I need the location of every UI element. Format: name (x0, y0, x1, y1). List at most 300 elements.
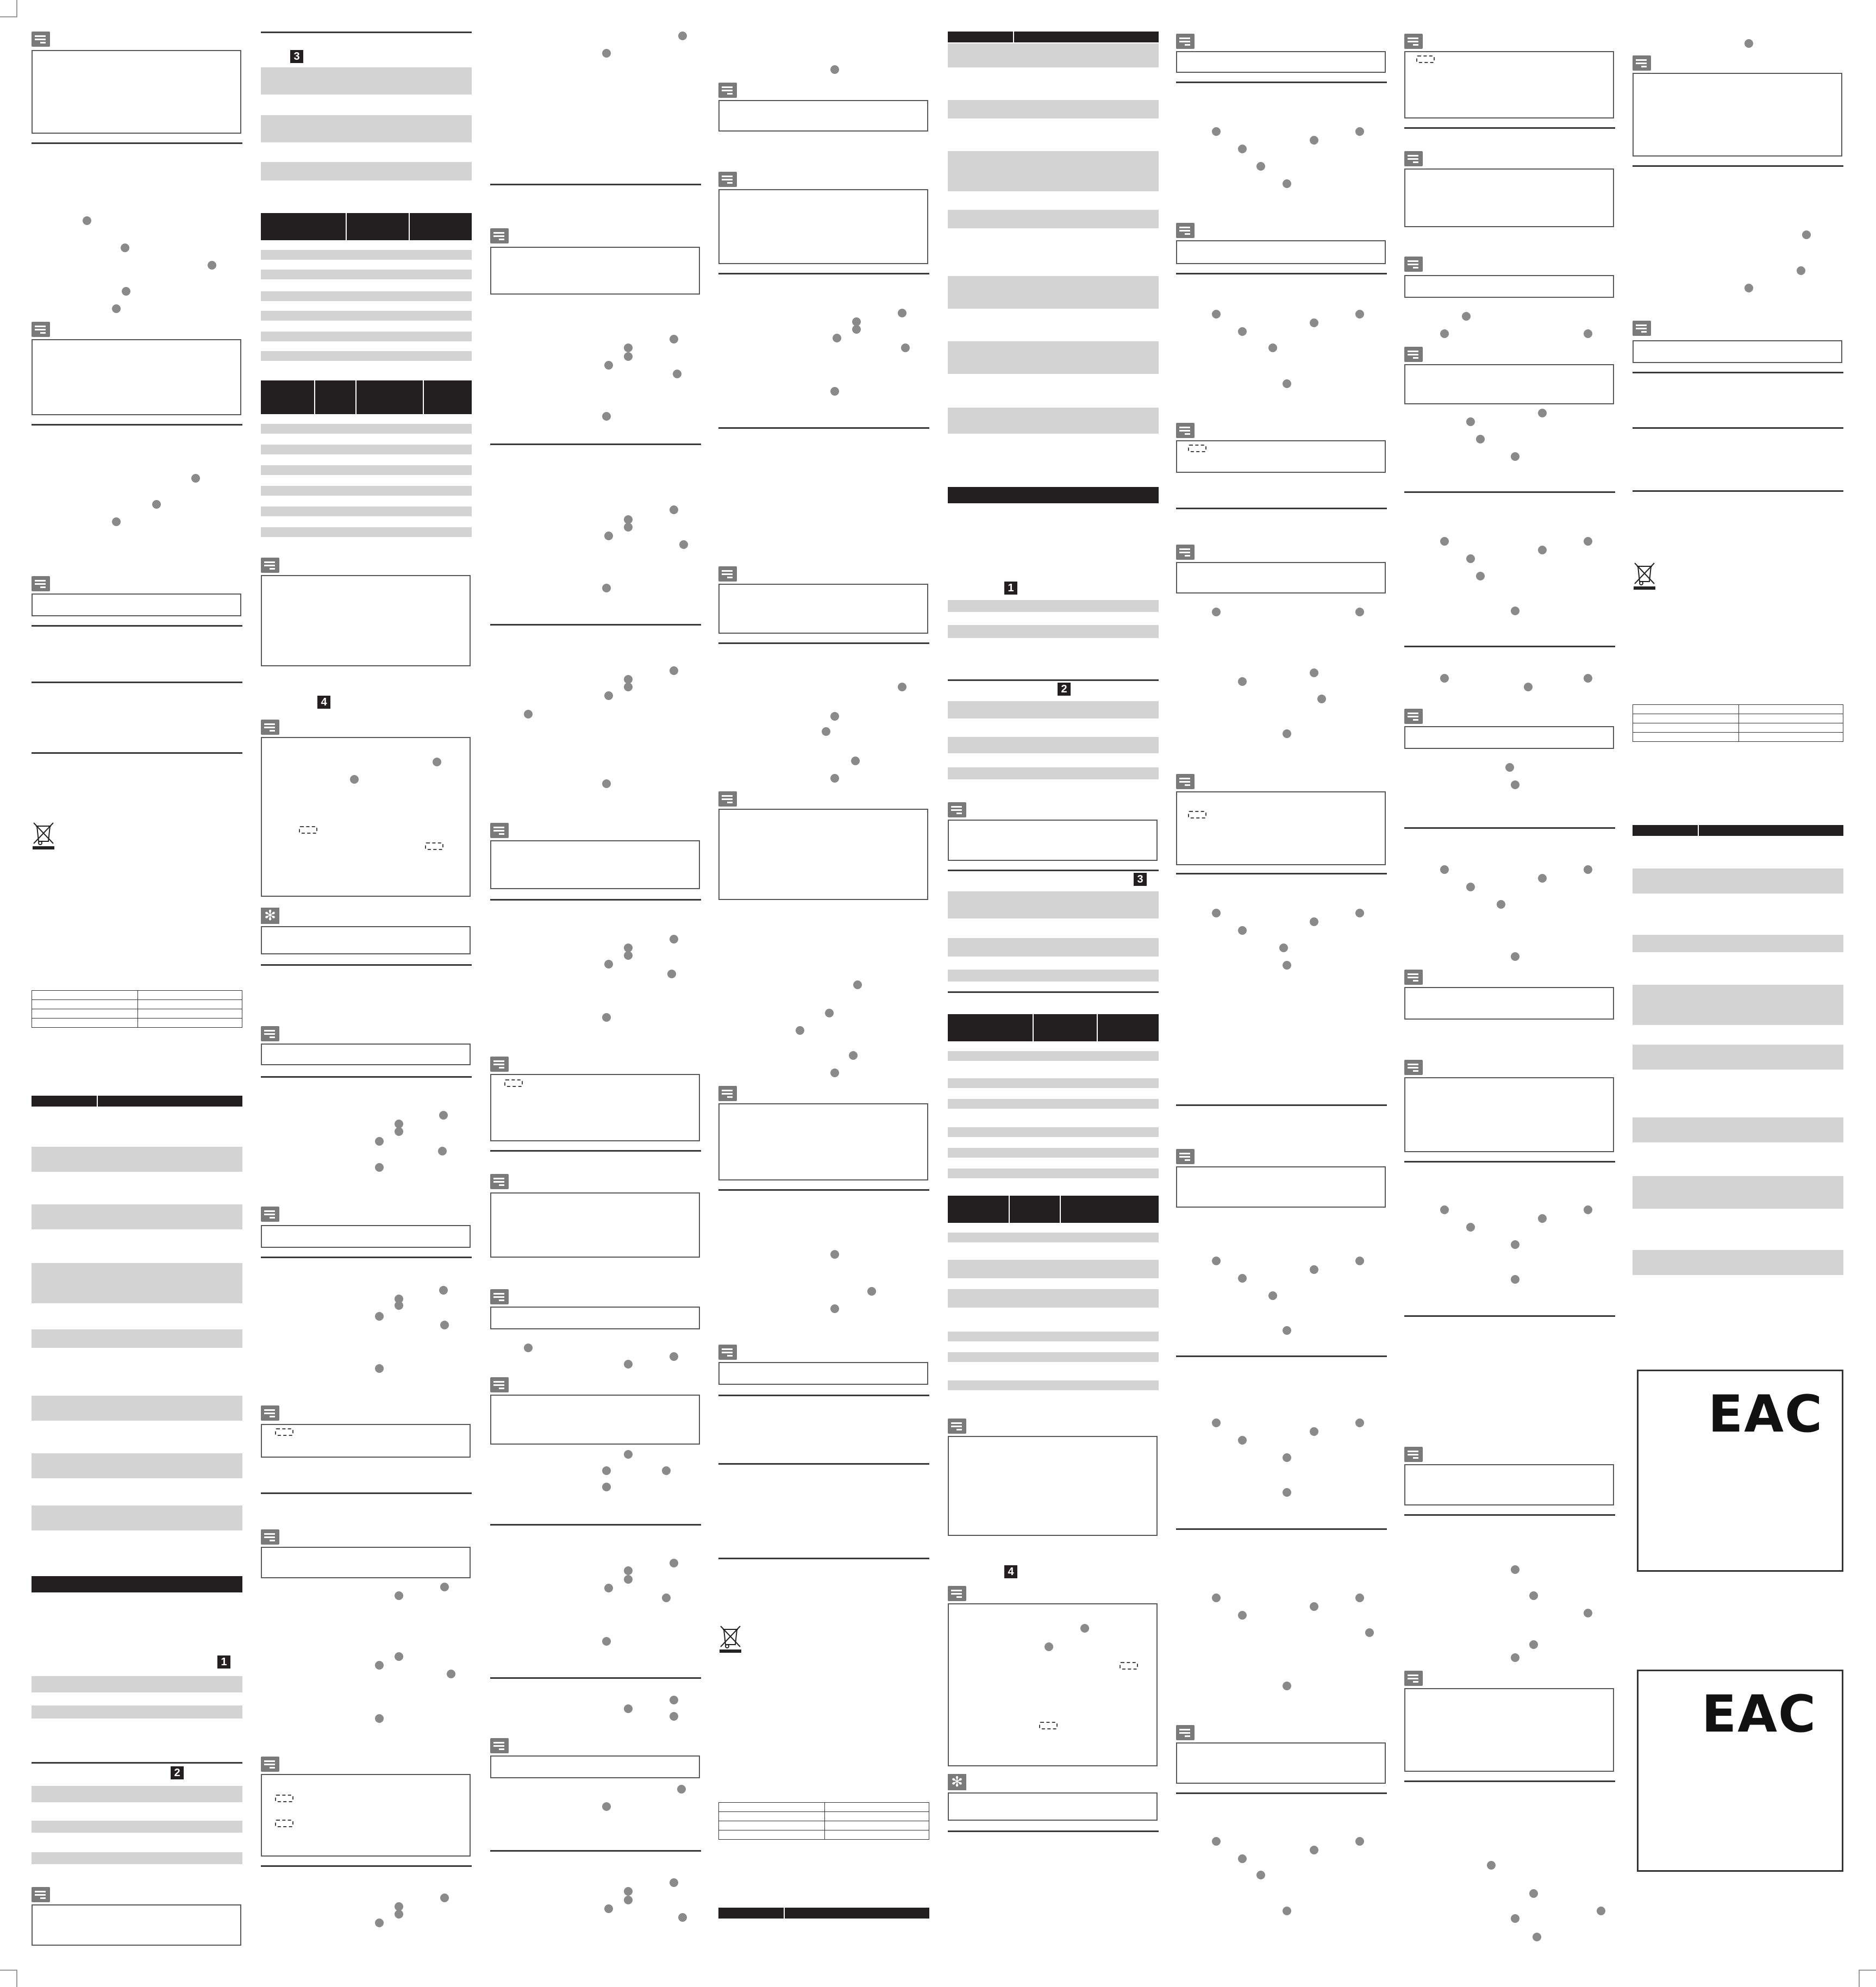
bullet-dot (602, 779, 611, 788)
bullet-dot (1212, 909, 1221, 917)
section-rule (948, 1830, 1159, 1832)
shaded-row (948, 1169, 1159, 1178)
shaded-row (261, 162, 472, 180)
bullet-dot (1538, 409, 1547, 417)
bullet-dot (1511, 607, 1519, 615)
bullet-dot (679, 540, 688, 549)
section-rule (718, 273, 929, 274)
note-icon (718, 1345, 737, 1360)
note-box (1404, 1077, 1614, 1152)
bullet-dot (1279, 943, 1288, 952)
section-rule (1404, 127, 1615, 129)
shaded-row (32, 1705, 242, 1719)
bullet-dot (867, 1287, 876, 1296)
bullet-dot (833, 334, 841, 342)
bullet-dot (830, 387, 839, 396)
bullet-dot (830, 65, 839, 74)
bullet-dot (1283, 379, 1291, 388)
note-icon (490, 1057, 509, 1072)
bullet-dot (1310, 668, 1318, 677)
bullet-dot (1511, 1914, 1519, 1923)
bullet-dot (670, 1878, 678, 1887)
bullet-dot (1476, 435, 1485, 443)
column-2 (261, 0, 472, 1987)
bullet-dot (898, 309, 906, 317)
note-icon (1176, 774, 1195, 789)
bullet-dot (604, 1904, 613, 1913)
bullet-dot (1355, 1419, 1364, 1427)
bullet-dot (1212, 1419, 1221, 1427)
bullet-dot (851, 757, 860, 765)
display-segment-icon (1188, 811, 1206, 818)
note-box (1404, 726, 1614, 749)
section-rule (718, 427, 929, 429)
note-box (261, 1044, 471, 1065)
note-icon (490, 228, 509, 243)
note-icon (490, 1174, 509, 1189)
note-box (1633, 73, 1842, 157)
section-header-bar (948, 487, 1159, 503)
shaded-row (948, 625, 1159, 638)
bullet-dot (624, 683, 633, 691)
shaded-row (948, 341, 1159, 374)
step-marker-4: 4 (1004, 1565, 1017, 1578)
section-rule (948, 870, 1159, 871)
note-icon (718, 791, 737, 807)
bullet-dot (1355, 1257, 1364, 1265)
note-icon (261, 1207, 279, 1222)
bullet-dot (1256, 1871, 1265, 1879)
shaded-row (32, 1263, 242, 1303)
bullet-dot (852, 325, 861, 334)
bullet-dot (1310, 318, 1318, 327)
bullet-dot (624, 1450, 633, 1459)
shaded-row (261, 67, 472, 95)
bullet-dot (395, 1910, 403, 1919)
section-rule (718, 1189, 929, 1191)
note-icon (1176, 1149, 1195, 1164)
note-icon (32, 1887, 50, 1902)
table-header-bar (261, 380, 472, 414)
snowflake-icon: ✻ (261, 908, 279, 924)
section-rule (261, 1492, 472, 1494)
table-header-bar (261, 213, 472, 240)
bullet-dot (602, 1483, 611, 1491)
shaded-row (1633, 868, 1843, 893)
bullet-dot (1310, 136, 1318, 145)
bullet-dot (853, 980, 862, 989)
note-icon (1404, 1447, 1423, 1462)
bullet-dot (447, 1670, 455, 1678)
bullet-dot (1511, 452, 1519, 461)
bullet-dot (624, 1566, 633, 1575)
shaded-row (948, 970, 1159, 982)
note-icon (1176, 34, 1195, 49)
shaded-row (948, 151, 1159, 191)
table-header-bar (948, 1014, 1159, 1041)
bullet-dot (678, 1913, 687, 1922)
section-rule (490, 1677, 701, 1679)
display-segment-icon (1416, 55, 1435, 63)
section-rule (490, 1524, 701, 1526)
section-rule (1176, 1528, 1387, 1530)
bullet-dot (1466, 883, 1475, 891)
shaded-row (948, 1099, 1159, 1109)
shaded-row (261, 465, 472, 475)
bullet-dot (1797, 266, 1805, 275)
note-box (261, 575, 471, 666)
bullet-dot (1317, 695, 1326, 703)
note-box (32, 339, 241, 415)
bullet-dot (624, 1360, 633, 1369)
bullet-dot (1355, 608, 1364, 616)
note-box (490, 1755, 700, 1778)
note-box (261, 1774, 471, 1857)
section-rule (261, 964, 472, 966)
display-segment-icon (1120, 1662, 1138, 1670)
bullet-dot (830, 774, 839, 783)
section-rule (1633, 165, 1843, 167)
bullet-dot (121, 243, 129, 252)
bullet-dot (375, 1661, 384, 1670)
bullet-dot (670, 335, 678, 343)
bullet-dot (1466, 1223, 1475, 1232)
display-segment-icon (425, 842, 443, 850)
bullet-dot (395, 1127, 403, 1136)
shaded-row (948, 276, 1159, 309)
shaded-row (261, 311, 472, 321)
table-header-bar (32, 1096, 242, 1107)
bullet-dot (524, 710, 533, 718)
shaded-row (32, 1453, 242, 1478)
bullet-dot (670, 666, 678, 675)
shaded-row (1633, 1045, 1843, 1070)
display-segment-icon (1188, 445, 1206, 452)
bullet-dot (1466, 554, 1475, 563)
section-rule (32, 752, 242, 754)
bullet-dot (677, 1785, 686, 1794)
note-box (718, 1103, 928, 1180)
note-icon (261, 558, 279, 573)
bullet-dot (624, 951, 633, 960)
note-icon (718, 566, 737, 582)
bullet-dot (1283, 179, 1291, 188)
bullet-dot (1440, 865, 1449, 874)
column-6 (1176, 0, 1387, 1987)
section-header-bar (32, 1576, 242, 1592)
shaded-row (948, 1332, 1159, 1341)
section-rule (1404, 1514, 1615, 1516)
bullet-dot (439, 1286, 448, 1295)
bullet-dot (375, 1364, 384, 1373)
section-rule (1176, 873, 1387, 874)
bullet-dot (822, 727, 830, 736)
shaded-row (32, 1147, 242, 1172)
bullet-dot (604, 691, 613, 700)
bullet-dot (1256, 162, 1265, 171)
bullet-dot (1487, 1861, 1496, 1870)
shaded-row (261, 270, 472, 279)
note-icon (1404, 1671, 1423, 1686)
bullet-dot (1355, 127, 1364, 136)
bullet-dot (662, 1466, 671, 1475)
section-rule (490, 1150, 701, 1152)
note-box (718, 584, 928, 634)
shaded-row (948, 1078, 1159, 1088)
bullet-dot (1045, 1642, 1053, 1651)
bullet-dot (830, 1250, 839, 1259)
bullet-dot (438, 1147, 447, 1155)
shaded-row (948, 1127, 1159, 1137)
bullet-dot (830, 1069, 839, 1077)
bullet-dot (440, 1894, 449, 1902)
bullet-dot (1212, 127, 1221, 136)
bullet-dot (1440, 537, 1449, 546)
section-rule (1176, 1792, 1387, 1794)
bullet-dot (375, 1714, 384, 1723)
bullet-dot (208, 261, 216, 270)
bullet-dot (678, 32, 687, 40)
section-rule (1633, 427, 1843, 429)
bullet-dot (1212, 1257, 1221, 1265)
note-box (1176, 240, 1386, 264)
step-marker-3: 3 (290, 50, 303, 63)
bullet-dot (670, 505, 678, 514)
note-box (32, 1904, 241, 1946)
bullet-dot (830, 712, 839, 721)
bullet-dot (1497, 900, 1505, 909)
shaded-row (32, 1329, 242, 1348)
shaded-row (32, 1821, 242, 1833)
bullet-dot (1511, 1275, 1519, 1284)
note-box (1633, 340, 1842, 363)
note-icon (1633, 55, 1651, 71)
shaded-row (948, 1380, 1159, 1390)
note-icon (1176, 223, 1195, 238)
bullet-dot (1538, 1214, 1547, 1223)
note-box (1176, 440, 1386, 473)
crop-mark-top-left (0, 0, 17, 17)
bullet-dot (350, 775, 359, 784)
note-box (490, 1192, 700, 1258)
note-icon (32, 576, 50, 591)
snowflake-icon: ✻ (948, 1774, 966, 1790)
bullet-dot (1238, 145, 1247, 153)
section-rule (261, 1865, 472, 1867)
bullet-dot (375, 1137, 384, 1146)
bullet-dot (1268, 1291, 1277, 1300)
bullet-dot (1511, 1653, 1519, 1662)
note-box (948, 1603, 1158, 1766)
bullet-dot (1466, 417, 1475, 426)
bullet-dot (670, 1696, 678, 1704)
bullet-dot (602, 1013, 611, 1022)
column-7 (1404, 0, 1615, 1987)
shaded-row (948, 891, 1159, 918)
bullet-dot (1212, 1594, 1221, 1602)
bullet-dot (1283, 1907, 1291, 1915)
shaded-row (1633, 935, 1843, 952)
bullet-dot (1584, 537, 1592, 546)
bullet-dot (439, 1111, 448, 1120)
shaded-row (948, 210, 1159, 228)
bullet-dot (1476, 572, 1485, 580)
bullet-dot (1238, 677, 1247, 686)
bullet-dot (1238, 926, 1247, 935)
note-box (1176, 791, 1386, 865)
bullet-dot (1283, 1682, 1291, 1690)
shaded-row (32, 1396, 242, 1421)
bullet-dot (670, 935, 678, 943)
bullet-dot (602, 1802, 611, 1811)
note-box (32, 593, 241, 616)
bullet-dot (524, 1344, 533, 1352)
display-segment-icon (275, 1428, 293, 1436)
bullet-dot (796, 1026, 804, 1035)
note-box (948, 1436, 1158, 1536)
bullet-dot (1744, 284, 1753, 292)
shaded-row (948, 1289, 1159, 1308)
bullet-dot (83, 216, 91, 225)
info-table (1633, 704, 1843, 742)
section-rule (490, 184, 701, 185)
bullet-dot (602, 412, 611, 421)
column-4 (718, 0, 929, 1987)
note-icon (948, 1419, 966, 1434)
crossed-out-wheelie-bin-icon (32, 820, 55, 850)
shaded-row (948, 100, 1159, 118)
crossed-out-wheelie-bin-icon (1633, 560, 1656, 590)
note-icon (1404, 257, 1423, 272)
bullet-dot (670, 1559, 678, 1567)
section-rule (261, 1076, 472, 1078)
bullet-dot (1238, 1274, 1247, 1283)
note-box (718, 100, 928, 132)
table-header-bar (948, 32, 1159, 42)
bullet-dot (825, 1009, 834, 1017)
bullet-dot (375, 1312, 384, 1321)
column-1 (32, 0, 242, 1987)
note-box (32, 50, 241, 134)
bullet-dot (667, 970, 676, 978)
bullet-dot (1505, 763, 1514, 772)
shaded-row (948, 701, 1159, 718)
bullet-dot (624, 1575, 633, 1584)
bullet-dot (1584, 865, 1592, 874)
section-rule (1176, 273, 1387, 274)
section-rule (490, 443, 701, 445)
column-5 (948, 0, 1159, 1987)
note-icon (1404, 709, 1423, 724)
bullet-dot (1283, 729, 1291, 738)
bullet-dot (112, 304, 121, 313)
shaded-row (32, 1852, 242, 1864)
note-box (490, 840, 700, 889)
shaded-row (261, 486, 472, 496)
bullet-dot (624, 343, 633, 352)
note-icon (948, 802, 966, 817)
bullet-dot (1529, 1591, 1538, 1600)
section-rule (32, 625, 242, 627)
bullet-dot (1462, 312, 1471, 321)
section-rule (261, 1257, 472, 1258)
note-box (1176, 1166, 1386, 1208)
section-rule (1633, 372, 1843, 373)
shaded-row (948, 1233, 1159, 1242)
eac-mark: EAC (1702, 1685, 1817, 1744)
section-rule (718, 1558, 929, 1559)
note-icon (490, 1377, 509, 1392)
bullet-dot (1212, 1837, 1221, 1846)
note-icon (1404, 1060, 1423, 1075)
table-header-bar (718, 1908, 929, 1919)
bullet-dot (152, 500, 161, 509)
bullet-dot (440, 1321, 449, 1329)
note-box (1404, 1688, 1614, 1772)
bullet-dot (1584, 329, 1592, 338)
bullet-dot (1283, 1326, 1291, 1335)
bullet-dot (1597, 1907, 1605, 1915)
bullet-dot (624, 352, 633, 361)
bullet-dot (1365, 1628, 1374, 1637)
bullet-dot (440, 1583, 449, 1591)
note-box (718, 189, 928, 264)
shaded-row (948, 408, 1159, 434)
shaded-row (948, 43, 1159, 67)
step-marker-1: 1 (217, 1655, 230, 1669)
bullet-dot (1080, 1624, 1089, 1633)
note-icon (1633, 321, 1651, 336)
bullet-dot (1529, 1640, 1538, 1649)
bullet-dot (624, 1704, 633, 1713)
bullet-dot (604, 1584, 613, 1592)
bullet-dot (1529, 1889, 1538, 1898)
crop-mark-bottom-left (0, 1970, 17, 1987)
bullet-dot (624, 523, 633, 532)
note-box (490, 1395, 700, 1445)
bullet-dot (1238, 1854, 1247, 1863)
bullet-dot (395, 1652, 403, 1661)
step-marker-2: 2 (171, 1766, 184, 1779)
bullet-dot (604, 960, 613, 968)
bullet-dot (602, 1466, 611, 1475)
note-icon (261, 1405, 279, 1421)
bullet-dot (1538, 874, 1547, 883)
section-rule (1404, 646, 1615, 647)
section-rule (948, 991, 1159, 993)
shaded-row (32, 1505, 242, 1530)
bullet-dot (1802, 230, 1811, 239)
section-rule (1404, 827, 1615, 829)
note-icon (718, 172, 737, 187)
bullet-dot (901, 343, 910, 352)
bullet-dot (1511, 780, 1519, 789)
bullet-dot (1283, 1453, 1291, 1462)
bullet-dot (1524, 683, 1533, 691)
bullet-dot (395, 1591, 403, 1600)
note-box (948, 820, 1158, 861)
bullet-dot (602, 49, 611, 58)
note-box (948, 1792, 1158, 1821)
note-icon (1176, 545, 1195, 560)
shaded-row (261, 250, 472, 260)
bullet-dot (670, 1352, 678, 1361)
shaded-row (1633, 1250, 1843, 1275)
bullet-dot (1584, 1205, 1592, 1214)
note-box (1404, 987, 1614, 1020)
bullet-dot (1440, 1205, 1449, 1214)
info-table (718, 1802, 929, 1840)
